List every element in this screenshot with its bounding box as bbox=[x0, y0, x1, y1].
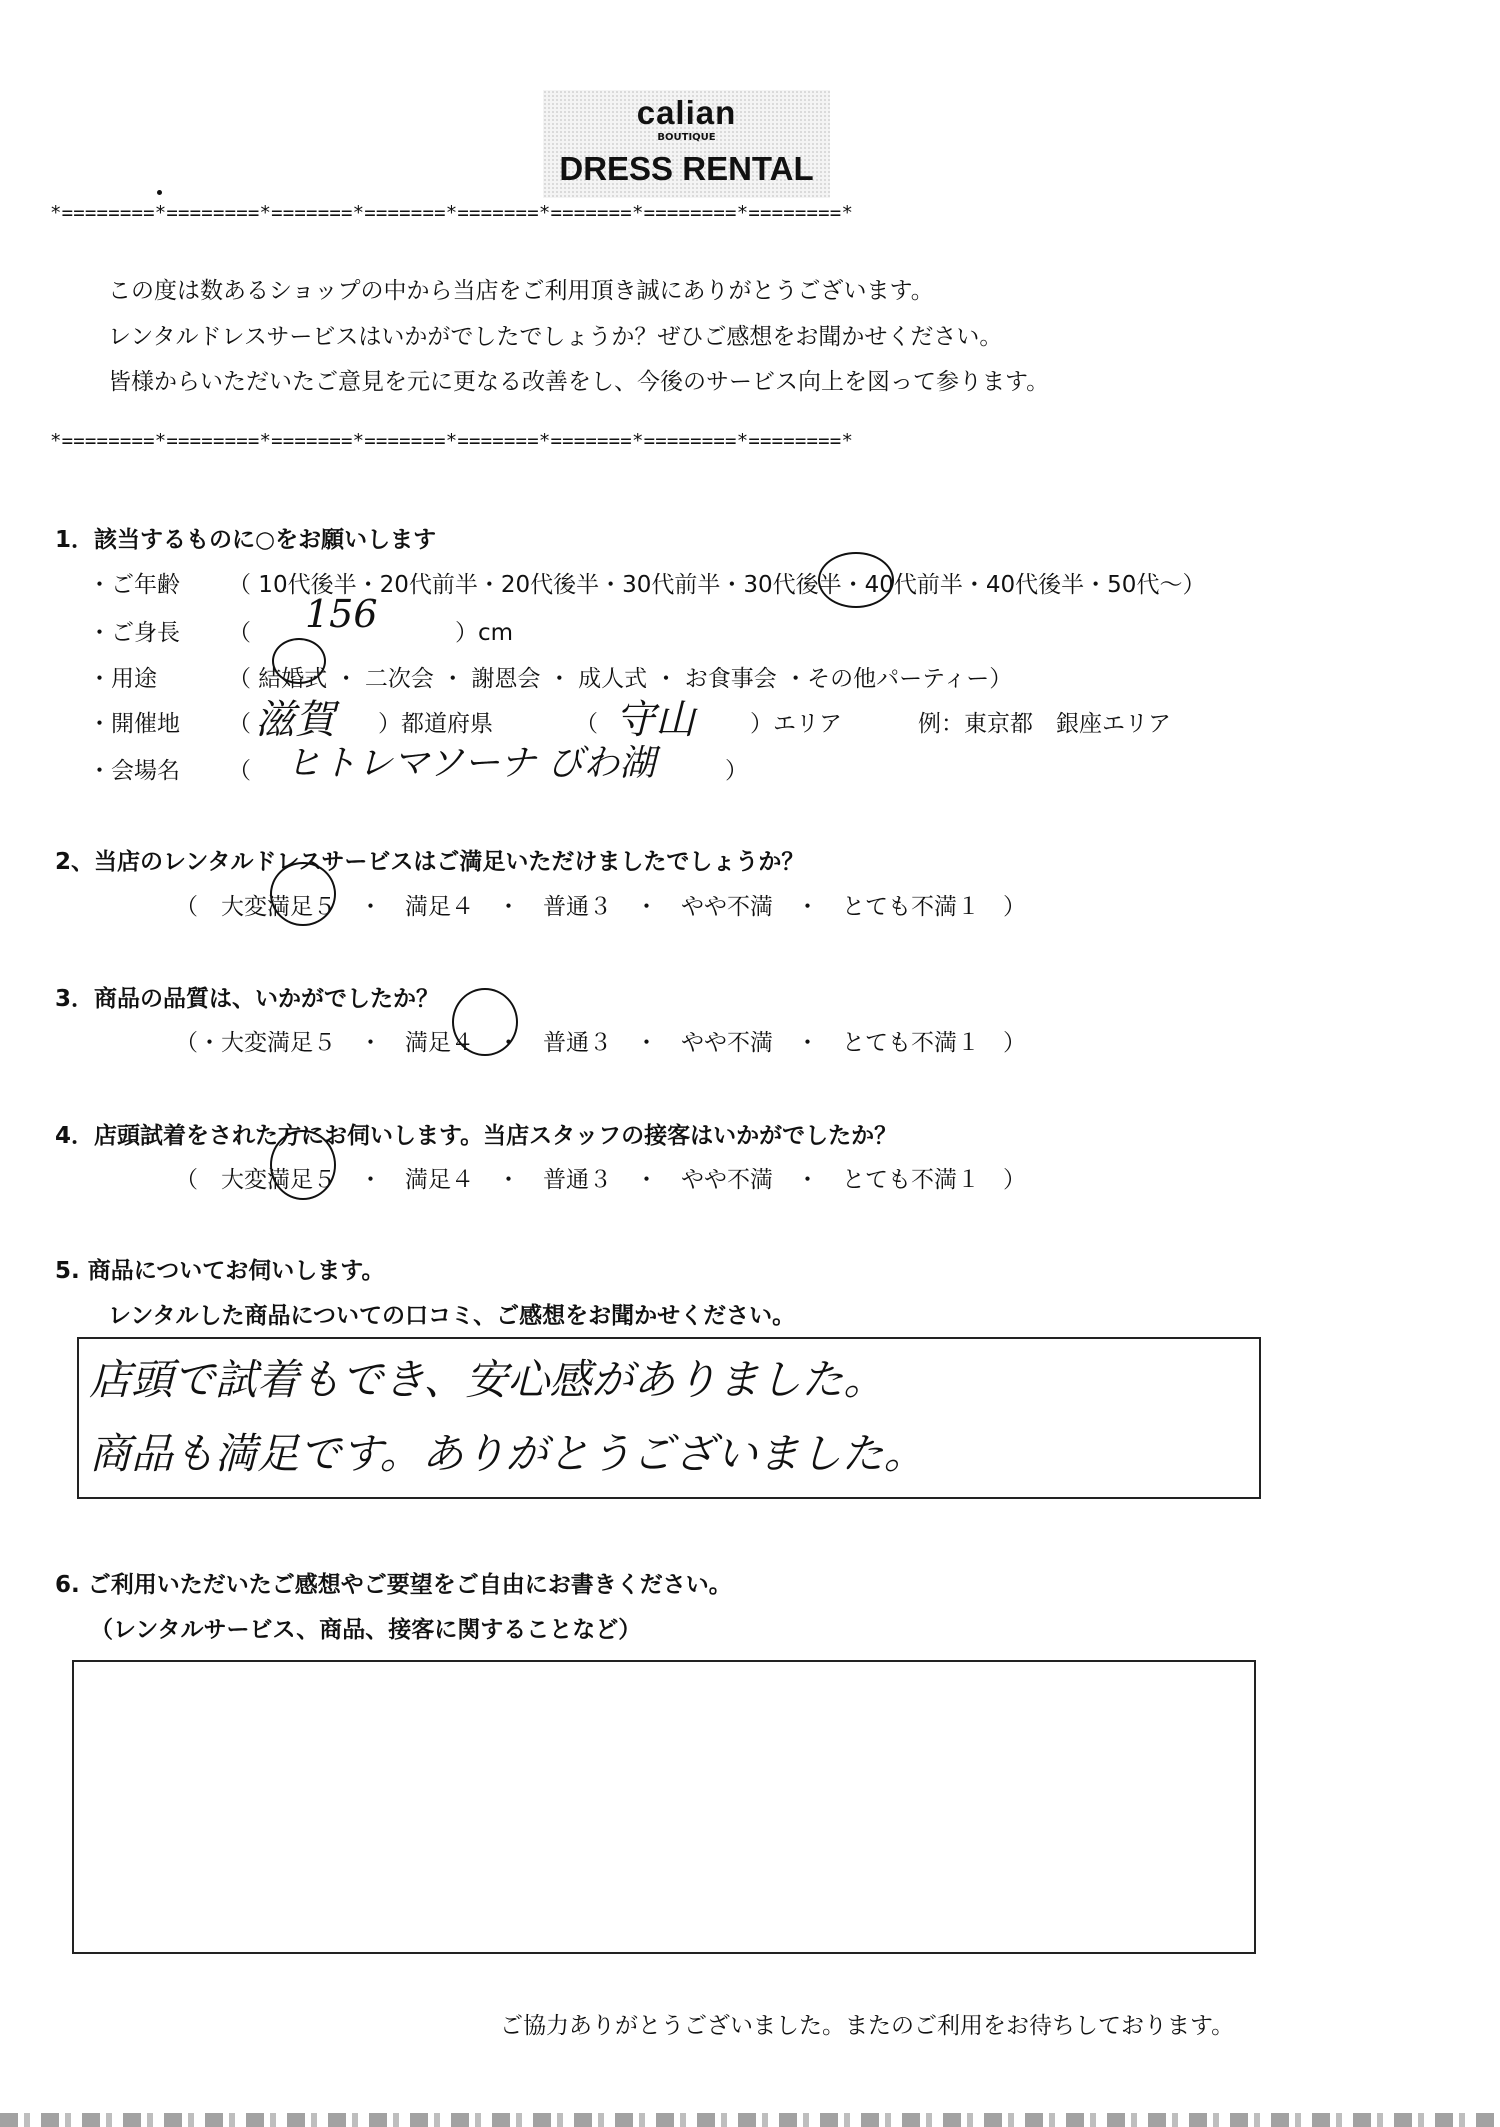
venue-area-label: ・開催地 bbox=[88, 711, 180, 737]
question-2-title: 2、当店のレンタルドレスサービスはご満足いただけましたでしょうか？ bbox=[55, 849, 805, 875]
question-3-selection-circle bbox=[452, 988, 518, 1056]
height-label: ・ご身長 bbox=[88, 620, 180, 646]
brand-logo bbox=[543, 90, 830, 198]
question-4-title: 4．店頭試着をされた方にお伺いします。当店スタッフの接客はいかがでしたか？ bbox=[55, 1123, 898, 1149]
question-4-selection-circle bbox=[270, 1130, 336, 1200]
question-3-title: 3．商品の品質は、いかがでしたか？ bbox=[55, 986, 440, 1012]
venue-name-open-paren: （ bbox=[228, 758, 251, 784]
venue-name-close-paren: ） bbox=[725, 758, 748, 784]
question-6-answer-box bbox=[72, 1660, 1256, 1954]
age-options: （ 10代後半・20代前半・20代後半・30代前半・30代後半・40代前半・40代後半・50代～） bbox=[228, 572, 1206, 598]
venue-name-handwritten: ヒトレマソーナ びわ湖 bbox=[285, 743, 656, 784]
venue-pref-suffix: ）都道府県 bbox=[378, 711, 493, 737]
divider-top: *========*========*=======*=======*=======*=======*========*========* bbox=[50, 202, 854, 224]
venue-pref-open-paren: （ bbox=[228, 711, 251, 737]
question-6-title: 6. ご利用いただいたご感想やご要望をご自由にお書きください。 bbox=[55, 1572, 732, 1598]
venue-example: 例：東京都 銀座エリア bbox=[918, 711, 1171, 737]
intro-line-2: レンタルドレスサービスはいかがでしたでしょうか？ぜひご感想をお聞かせください。 bbox=[108, 324, 1003, 350]
divider-middle: *========*========*=======*=======*=======*=======*========*========* bbox=[50, 430, 854, 452]
question-2-options: （ 大変満足５ ・ 満足４ ・ 普通３ ・ やや不満 ・ とても不満１ ） bbox=[175, 894, 1026, 920]
logo-title-text: DRESS RENTAL bbox=[559, 150, 814, 187]
logo-sub-text: BOUTIQUE bbox=[657, 132, 716, 143]
intro-line-1: この度は数あるショップの中から当店をご利用頂き誠にありがとうございます。 bbox=[108, 278, 934, 304]
purpose-label: ・用途 bbox=[88, 666, 157, 692]
venue-pref-handwritten: 滋賀 bbox=[255, 697, 335, 743]
height-unit: ）cm bbox=[455, 620, 514, 646]
stray-mark bbox=[157, 190, 162, 195]
height-handwritten: 156 bbox=[305, 592, 378, 636]
question-5-title: 5. 商品についてお伺いします。 bbox=[55, 1258, 385, 1284]
question-2-selection-circle bbox=[270, 862, 336, 926]
question-5-subtitle: レンタルした商品についての口コミ、ご感想をお聞かせください。 bbox=[108, 1303, 796, 1329]
purpose-selection-circle bbox=[272, 638, 326, 684]
question-4-options: （ 大変満足５ ・ 満足４ ・ 普通３ ・ やや不満 ・ とても不満１ ） bbox=[175, 1167, 1026, 1193]
logo-brand-text: calian bbox=[636, 94, 737, 131]
question-5-answer-line-1: 店頭で試着もでき、安心感がありました。 bbox=[89, 1355, 886, 1404]
closing-message: ご協力ありがとうございました。またのご利用をお待ちしております。 bbox=[500, 2013, 1235, 2039]
height-open-paren: （ bbox=[228, 620, 251, 646]
question-5-answer-box bbox=[77, 1337, 1261, 1499]
venue-name-label: ・会場名 bbox=[88, 758, 180, 784]
scan-bottom-edge bbox=[0, 2113, 1500, 2127]
question-1-title: 1．該当するものに○をお願いします bbox=[55, 527, 437, 553]
venue-area-suffix: ）エリア bbox=[750, 711, 842, 737]
age-selection-circle bbox=[818, 552, 894, 608]
venue-area-handwritten: 守山 bbox=[615, 697, 695, 743]
question-6-subtitle: （レンタルサービス、商品、接客に関することなど） bbox=[90, 1617, 642, 1643]
age-label: ・ご年齢 bbox=[88, 572, 180, 598]
intro-line-3: 皆様からいただいたご意見を元に更なる改善をし、今後のサービス向上を図って参ります。 bbox=[108, 369, 1050, 395]
venue-area-open-paren: （ bbox=[575, 711, 598, 737]
purpose-options: （ 結婚式 ・ 二次会 ・ 謝恩会 ・ 成人式 ・ お食事会 ・その他パーティー） bbox=[228, 666, 1013, 692]
question-3-options: （・大変満足５ ・ 満足４ ・ 普通３ ・ やや不満 ・ とても不満１ ） bbox=[175, 1030, 1026, 1056]
question-5-answer-line-2: 商品も満足です。ありがとうございました。 bbox=[89, 1429, 926, 1478]
